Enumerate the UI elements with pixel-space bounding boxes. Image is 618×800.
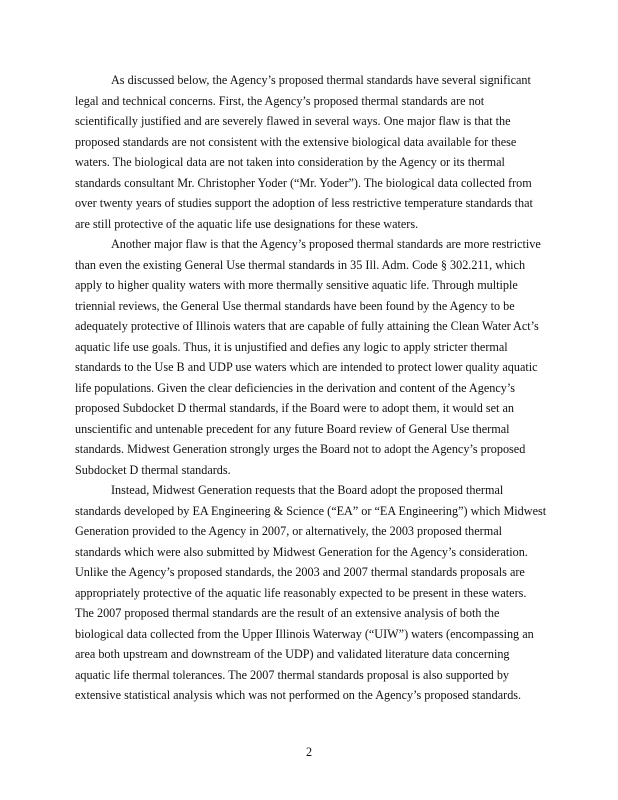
page-number: 2 [305,745,313,759]
text-line: standards consultant Mr. Christopher Yoder (“Mr. Yoder”). The biological data collected from [75,175,532,190]
text-line: waters. The biological data are not taken into consideration by the Agency or its thermal [75,155,505,169]
text-line: standards to the Use B and UDP use waters which are intended to protect lower quality aquatic [75,360,538,374]
text-line: Subdocket D thermal standards. [75,462,231,477]
text-line: proposed Subdocket D thermal standards, if the Board were to adopt them, it would set an [75,401,514,415]
paragraph-3 [75,480,575,706]
text-line: standards developed by EA Engineering & Science (“EA” or “EA Engineering”) which Midwest [75,503,547,518]
text-line: adequately protective of Illinois waters that are capable of fully attaining the Clean Water Act’s [75,319,539,333]
text-line: life populations. Given the clear deficiencies in the derivation and content of the Agency’s [75,380,515,395]
text-line: Another major flaw is that the Agency’s proposed thermal standards are more restrictive [111,237,541,251]
text-line: scientifically justified and are severely flawed in several ways. One major flaw is that the [75,114,511,128]
text-line: legal and technical concerns. First, the Agency’s proposed thermal standards are not [75,93,485,108]
text-line: aquatic life use goals. Thus, it is unjustified and defies any logic to apply stricter thermal [75,339,508,354]
text-line: area both upstream and downstream of the UDP) and validated literature data concerning [75,647,510,661]
document-body [75,70,575,706]
text-line: aquatic life thermal tolerances. The 2007 thermal standards proposal is also supported by [75,667,510,682]
text-line: appropriately protective of the aquatic life reasonably expected to be present in these waters. [75,585,527,600]
text-line: The 2007 proposed thermal standards are the result of an extensive analysis of both the [75,606,500,620]
text-line: extensive statistical analysis which was not performed on the Agency’s proposed standards. [75,688,522,702]
text-line: standards which were also submitted by Midwest Generation for the Agency’s consideration. [75,544,528,559]
text-line: are still protective of the aquatic life use designations for these waters. [75,216,419,231]
text-line: Generation provided to the Agency in 2007, or alternatively, the 2003 proposed thermal [75,524,503,538]
paragraph-2 [75,234,575,480]
text-line: Unlike the Agency’s proposed standards, the 2003 and 2007 thermal standards proposals are [75,565,525,579]
text-line: biological data collected from the Upper Illinois Waterway (“UIW”) waters (encompassing an [75,626,534,641]
paragraph-1 [75,70,575,234]
text-line: over twenty years of studies support the adoption of less restrictive temperature standards that [75,196,533,210]
text-line: triennial reviews, the General Use thermal standards have been found by the Agency to be [75,298,515,313]
text-line: than even the existing General Use thermal standards in 35 Ill. Adm. Code § 302.211, which [75,257,526,272]
text-line: proposed standards are not consistent with the extensive biological data available for these [75,134,517,149]
text-line: apply to higher quality waters with more thermally sensitive aquatic life. Through multiple [75,278,518,292]
text-line: As discussed below, the Agency’s proposed thermal standards have several significant [111,73,531,87]
text-line: Instead, Midwest Generation requests that the Board adopt the proposed thermal [111,483,504,497]
text-line: unscientific and untenable precedent for any future Board review of General Use thermal [75,421,510,436]
text-line: standards. Midwest Generation strongly urges the Board not to adopt the Agency’s proposed [75,442,526,456]
